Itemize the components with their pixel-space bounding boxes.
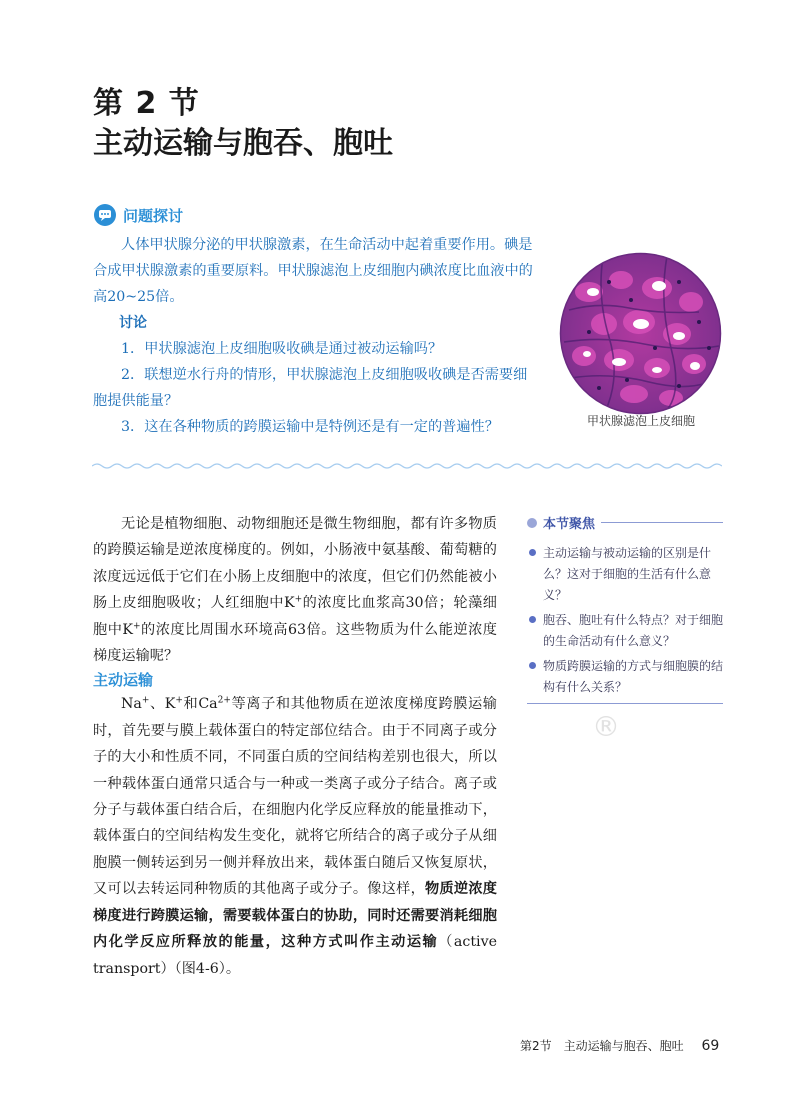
image-caption: 甲状腺滤泡上皮细胞 [586, 414, 695, 428]
bullet-icon [529, 549, 536, 556]
main-paragraph: 无论是植物细胞、动物细胞还是微生物细胞，都有许多物质的跨膜运输是逆浓度梯度的。例如，小肠液中氨基酸、葡萄糖的浓度远远低于它们在小肠上皮细胞中的浓度，但它们仍然能被小肠上皮细胞吸收；人红细胞中K+的浓度比血浆高30倍；轮藻细胞中K+的浓度比周围水环境高63倍。这些物质为什么能逆浓度梯度运输呢？ [93, 516, 497, 665]
section-focus-box [527, 513, 723, 704]
main-paragraph: Na+、K+和$Ca^{2+}$等离子和其他物质在逆浓度梯度跨膜运输时，首先要与膜上载体蛋白的特定部位结合。由于不同离子或分子的大小和性质不同，不同蛋白质的空间结构差别也很大，所以一种载体蛋白通常只适合与一种或一类离子或分子结合。离子或分子与载体蛋白结合后，在细胞内化学反应释放的能量推动下，载体蛋白的空间结构发生变化，就将它所结合的离子或分子从细胞膜一侧转运到另一侧并释放出来，载体蛋白随后又恢复原状，又可以去转运同种物质的其他离子或分子。像这样，物质逆浓度梯度进行跨膜运输，需要载体蛋白的协助，同时还需要消耗细胞内化学反应所释放的能量，这种方式叫作主动运输（active transport）（图4-6）。 [93, 695, 497, 977]
focus-item: 胞吞、胞吐有什么特点？对于细胞的生命活动有什么意义？ [527, 609, 723, 651]
focus-dot-icon [527, 518, 537, 528]
discussion-intro: 人体甲状腺分泌的甲状腺激素，在生命活动中起着重要作用。碘是合成甲状腺激素的重要原料。甲状腺滤泡上皮细胞内碘浓度比血液中的高20~25倍。 [93, 237, 533, 305]
discussion-question: 1．甲状腺滤泡上皮细胞吸收碘是通过被动运输吗？ [121, 341, 443, 357]
bullet-icon [529, 616, 536, 623]
focus-rule [527, 703, 723, 704]
discussion-question: 2．联想逆水行舟的情形，甲状腺滤泡上皮细胞吸收碘是否需要细胞提供能量？ [93, 367, 528, 409]
focus-label: 本节聚焦 [543, 517, 596, 532]
running-head: 第2节 主动运输与胞吞、胞吐 [520, 1039, 684, 1053]
main-text [93, 511, 497, 982]
focus-rule [601, 522, 723, 523]
discussion-subheading: 讨论 [119, 315, 147, 331]
bullet-icon [529, 662, 536, 669]
discussion-question: 3．这在各种物质的跨膜运输中是特例还是有一定的普遍性？ [121, 419, 499, 435]
focus-header [527, 513, 723, 532]
discussion-body [93, 232, 541, 440]
section-number: 第 2 节 [93, 86, 200, 121]
focus-item: 物质跨膜运输的方式与细胞膜的结构有什么关系？ [527, 655, 723, 697]
definition-bold: 物质逆浓度梯度进行跨膜运输，需要载体蛋白的协助，同时还需要消耗细胞内化学反应所释放的能量，这种方式叫作主动运输 [93, 881, 497, 951]
focus-item: 主动运输与被动运输的区别是什么？这对于细胞的生活有什么意义？ [527, 542, 723, 605]
section-divider [92, 462, 722, 470]
active-transport-heading: 主动运输 [93, 671, 154, 690]
discussion-label: 问题探讨 [123, 206, 184, 225]
chat-bubble-icon [93, 203, 117, 227]
thyroid-cell-micrograph [559, 252, 722, 415]
page-number: 69 [701, 1038, 720, 1054]
section-title: 主动运输与胞吞、胞吐 [93, 126, 393, 161]
watermark: ® [592, 710, 620, 743]
discussion-header [93, 203, 183, 227]
page-footer [520, 1037, 719, 1054]
